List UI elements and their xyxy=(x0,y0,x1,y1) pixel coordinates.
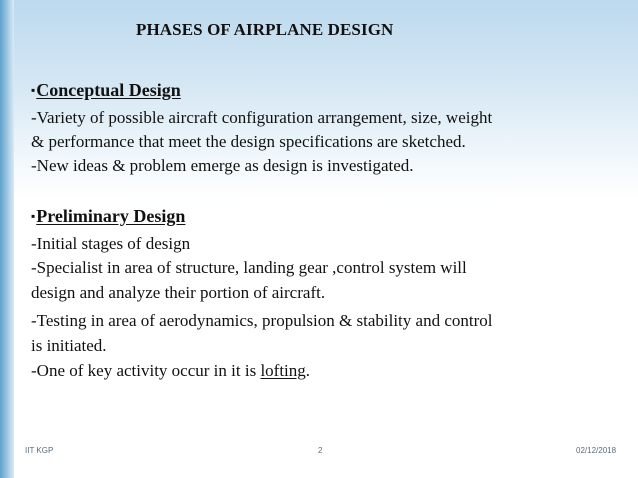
left-accent-bar xyxy=(0,0,14,478)
conceptual-line-1: -Variety of possible aircraft configuration arrangement, size, weight xyxy=(31,108,493,127)
lofting-sentence-prefix: -One of key activity occur in it is xyxy=(31,361,261,380)
preliminary-design-heading xyxy=(31,206,185,227)
conceptual-line-2: & performance that meet the design specifications are sketched. xyxy=(31,132,466,151)
preliminary-line-5: is initiated. xyxy=(31,336,107,355)
footer-page-number: 2 xyxy=(318,446,323,455)
preliminary-line-4: -Testing in area of aerodynamics, propulsion & stability and control xyxy=(31,311,493,330)
preliminary-line-3: design and analyze their portion of aircraft. xyxy=(31,283,326,302)
preliminary-line-6 xyxy=(31,359,310,383)
preliminary-line-1: -Initial stages of design xyxy=(31,234,191,253)
conceptual-line-3: -New ideas & problem emerge as design is investigated. xyxy=(31,156,414,175)
square-bullet-icon: ▪ xyxy=(31,209,36,223)
slide-title: PHASES OF AIRPLANE DESIGN xyxy=(136,20,394,39)
preliminary-line-2: -Specialist in area of structure, landing gear ,control system will xyxy=(31,258,467,277)
lofting-link[interactable]: lofting xyxy=(260,361,306,380)
conceptual-design-heading xyxy=(31,80,181,101)
lofting-sentence-suffix: . xyxy=(305,361,311,380)
square-bullet-icon: ▪ xyxy=(31,83,36,97)
conceptual-design-heading-text: Conceptual Design xyxy=(36,80,181,100)
footer-institution: IIT KGP xyxy=(25,446,54,455)
footer-date: 02/12/2018 xyxy=(576,446,617,455)
preliminary-design-heading-text: Preliminary Design xyxy=(36,206,186,226)
